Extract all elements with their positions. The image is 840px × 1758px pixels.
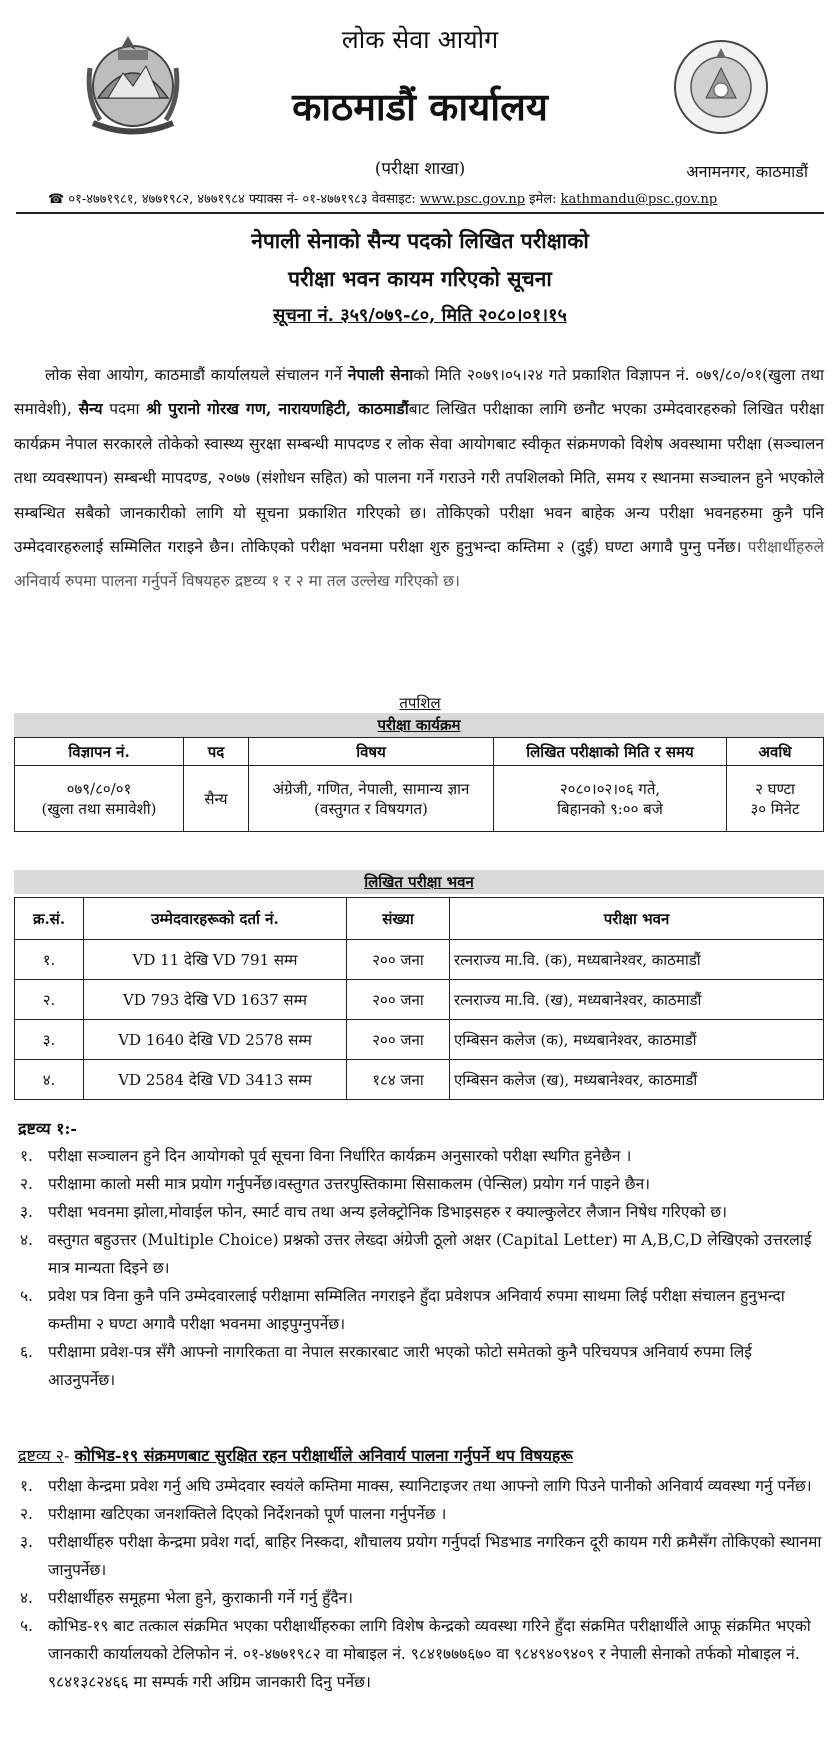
col-subject: विषय — [249, 738, 494, 766]
table-row: ४. VD 2584 देखि VD 3413 सम्म १८४ जना एम्बिसन कलेज (ख), मध्यबानेश्वर, काठमाडौं — [15, 1060, 824, 1100]
col-range: उम्मेदवारहरूको दर्ता नं. — [84, 898, 347, 940]
ad-no-cell: ०७९/८०/०१ (खुला तथा समावेशी) — [15, 766, 184, 832]
list-item: ३. परीक्षार्थीहरु परीक्षा केन्द्रमा प्रवेश गर्दा, बाहिर निस्कदा, शौचालय प्रयोग गर्नुपर्दा भिडभाड नगरिकन दूरी कायम गरी क्रमैसँग तोकिएको स्थानमा जानुपर्नेछ। — [20, 1533, 822, 1579]
list-item: ३. परीक्षा भवनमा झोला,मोवाईल फोन, स्मार्ट वाच तथा अन्य इलेक्ट्रोनिक डिभाइसहरु र क्याल्कुलेटर लैजान निषेध गरिएको छ। — [20, 1203, 728, 1221]
email-label: इमेल: — [529, 192, 557, 207]
table-row: १. VD 11 देखि VD 791 सम्म २०० जना रत्नराज्य मा.वि. (क), मध्यबानेश्वर, काठमाडौं — [15, 940, 824, 980]
col-ad-no: विज्ञापन नं. — [15, 738, 184, 766]
notice-number: सूचना नं. ३५९/०७९-८०, मिति २०८०।०१।१५ — [273, 305, 567, 326]
notice-body: लोक सेवा आयोग, काठमाडौं कार्यालयले संचालन गर्ने नेपाली सेनाको मिति २०७९।०५।२४ गते प्रकाशित विज्ञापन नं. ०७९/८०/०१(खुला तथा समावेशी), सैन्य पदमा श्री पुरानो गोरख गण, नारायणहिटी, काठमाडौंबाट लिखित परीक्षाका लागि छनौट भएका उम्मेदवारहरुको लिखित परीक्षा कार्यक्रम नेपाल सरकारले तोकेको स्वास्थ्य सुरक्षा सम्बन्धी मापदण्ड र लोक सेवा आयोगबाट स्वीकृत संक्रमणको विशेष अवस्थामा परीक्षा (सञ्चालन तथा व्यवस्थापन) सम्बन्धी मापदण्ड, २०७७ (संशोधन सहित) को पालना गर्ने गराउने गरी तपशिलको मिति, समय र स्थानमा सञ्चालन हुने भएकोले सम्बन्धित सबैको जानकारीको लागि यो सूचना प्रकाशित गरिएको छ। तोकिएको परीक्षा भवन बाहेक अन्य परीक्षा भवनहरुमा कुनै पनि उम्मेदवारहरुलाई सम्मिलित गराइने छैन। तोकिएको परीक्षा भवनमा परीक्षा शुरु हुनुभन्दा कम्तिमा २ (दुई) घण्टा अगावै पुग्नु पर्नेछ। परीक्षार्थीहरुले अनिवार्य रुपमा पालना गर्नुपर्ने विषयहरु द्रष्टव्य १ र २ मा तल उल्लेख गरिएको छ। — [14, 365, 824, 591]
header-divider — [16, 212, 824, 214]
contact-line — [48, 189, 717, 207]
branch-name: (परीक्षा शाखा) — [374, 159, 466, 179]
list-item: २. परीक्षामा कालो मसी मात्र प्रयोग गर्नुपर्नेछ।वस्तुगत उत्तरपुस्तिकामा सिसाकलम (पेन्सिल) प्रयोग गर्न पाइने छैन। — [20, 1175, 651, 1193]
org-name: लोक सेवा आयोग — [341, 25, 499, 54]
subject-cell: अंग्रेजी, गणित, नेपाली, सामान्य ज्ञान (वस्तुगत र विषयगत) — [249, 766, 494, 832]
col-datetime: लिखित परीक्षाको मिति र समय — [494, 738, 727, 766]
schedule-table — [14, 737, 824, 832]
note2-heading: द्रष्टव्य २- कोभिड-१९ संक्रमणबाट सुरक्षित रहन परीक्षार्थीले अनिवार्य पालना गर्नुपर्ने थप विषयहरू — [18, 1446, 573, 1465]
notice-title-line1: नेपाली सेनाको सैन्य पदको लिखित परीक्षाको — [251, 228, 589, 253]
contact-numbers: ☎ ०१-४७७१९८१, ४७७१९८२, ४७७१९८४ फ्याक्स नं- ०१-४७७१९८३ वेवसाइट: — [48, 192, 416, 207]
office-name: काठमाडौं कार्यालय — [292, 84, 548, 129]
list-item: १. परीक्षा सञ्चालन हुने दिन आयोगको पूर्व सूचना विना निर्धारित कार्यक्रम अनुसारको परीक्षा स्थगित हुनेछैन । — [20, 1147, 632, 1165]
list-item: १. परीक्षा केन्द्रमा प्रवेश गर्नु अघि उम्मेदवार स्वयंले कम्तिमा माक्स, स्यानिटाइजर तथा आफ्नो लागि पिउने पानीको अनिवार्य व्यवस्था गर्नु पर्नेछ। — [20, 1477, 812, 1495]
col-count: संख्या — [347, 898, 450, 940]
list-item: ६. परीक्षामा प्रवेश-पत्र सँगै आफ्नो नागरिकता वा नेपाल सरकारबाट जारी भएको फोटो समेतको कुनै परिचयपत्र अनिवार्य रुपमा लिई आउनुपर्नेछ। — [20, 1343, 752, 1389]
list-item: ५. कोभिड-१९ बाट तत्काल संक्रमित भएका परीक्षार्थीहरुका लागि विशेष केन्द्रको व्यवस्था गरिने हुँदा संक्रमित परीक्षार्थीले आफू संक्रमित भएको जानकारी कार्यालयको टेलिफोन नं. ०१-४७७१९८२ वा मोबाइल नं. ९८४१७७७६७० वा ९८४९४०९४०९ र नेपाली सेनाको तर्फको मोबाइल नं. ९८४१३८२४६६ मा सम्पर्क गरी अग्रिम जानकारी दिनु पर्नेछ। — [20, 1617, 811, 1691]
tapasil-label: तपशिल — [399, 694, 441, 712]
office-address: अनामनगर, काठमाडौं — [686, 162, 808, 181]
note1-heading: द्रष्टव्य १:- — [18, 1119, 78, 1138]
list-item: ४. परीक्षार्थीहरु समूहमा भेला हुने, कुराकानी गर्ने गर्नु हुँदैन। — [20, 1589, 354, 1607]
duration-cell: २ घण्टा ३० मिनेट — [727, 766, 824, 832]
schedule-row — [15, 766, 824, 832]
email-link[interactable]: kathmandu@psc.gov.np — [560, 192, 718, 207]
schedule-heading: परीक्षा कार्यक्रम — [14, 713, 824, 737]
list-item: २. परीक्षामा खटिएका जनशक्तिले दिएको निर्देशनको पूर्ण पालना गर्नुपर्नेछ । — [20, 1505, 447, 1523]
venues-heading: लिखित परीक्षा भवन — [14, 870, 824, 894]
table-row: ३. VD 1640 देखि VD 2578 सम्म २०० जना एम्बिसन कलेज (क), मध्यबानेश्वर, काठमाडौं — [15, 1020, 824, 1060]
venues-table — [14, 897, 824, 1100]
col-post: पद — [184, 738, 249, 766]
table-row: २. VD 793 देखि VD 1637 सम्म २०० जना रत्नराज्य मा.वि. (ख), मध्यबानेश्वर, काठमाडौं — [15, 980, 824, 1020]
notice-title-line2: परीक्षा भवन कायम गरिएको सूचना — [288, 266, 552, 291]
col-duration: अवधि — [727, 738, 824, 766]
post-cell: सैन्य — [184, 766, 249, 832]
col-sn: क्र.सं. — [15, 898, 84, 940]
note2-list — [20, 1472, 822, 1696]
col-venue: परीक्षा भवन — [450, 898, 824, 940]
schedule-header-row — [15, 738, 824, 766]
list-item: ५. प्रवेश पत्र विना कुनै पनि उम्मेदवारलाई परीक्षामा सम्मिलित नगराइने हुँदा प्रवेशपत्र अनिवार्य रुपमा साथमा लिई परीक्षा संचालन हुनुभन्दा कम्तीमा २ घण्टा अगावै परीक्षा भवनमा आइपुग्नुपर्नेछ। — [20, 1287, 785, 1333]
datetime-cell: २०८०।०२।०६ गते, बिहानको ९:०० बजे — [494, 766, 727, 832]
note1-list — [20, 1142, 822, 1394]
list-item: ४. वस्तुगत बहुउत्तर (Multiple Choice) प्रश्नको उत्तर लेख्दा अंग्रेजी ठूलो अक्षर (Capital Letter) मा A,B,C,D लेखिएको उत्तरलाई मात्र मान्यता दिइने छ। — [20, 1231, 812, 1277]
website-link[interactable]: www.psc.gov.np — [419, 192, 526, 207]
venues-header-row — [15, 898, 824, 940]
